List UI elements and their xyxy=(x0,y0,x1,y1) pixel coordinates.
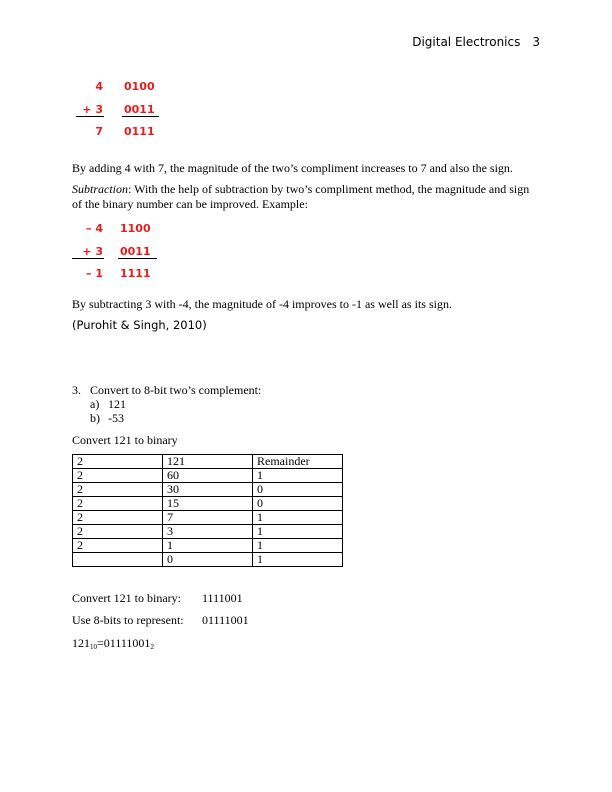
table-cell: 121 xyxy=(163,455,253,469)
binary-result-label: Convert 121 to binary: xyxy=(72,591,181,605)
subtraction-binary-rule xyxy=(118,258,157,259)
final-rhs-base: 2 xyxy=(150,643,154,651)
eightbit-value: 01111001 xyxy=(202,613,249,627)
remainder-table xyxy=(72,454,343,567)
table-row xyxy=(73,455,343,469)
final-lhs: 121 xyxy=(72,636,90,650)
subtraction-decimal-rule xyxy=(72,258,104,259)
header-title: Digital Electronics xyxy=(412,35,521,49)
addition-binary-3: 0111 xyxy=(124,125,155,138)
addition-decimal-2: + 3 xyxy=(82,103,103,116)
table-cell: 1 xyxy=(253,553,343,567)
page-number: 3 xyxy=(532,35,540,49)
item-value-a: 121 xyxy=(108,397,126,411)
question-number: 3. xyxy=(72,383,81,397)
subtraction-result-paragraph: By subtracting 3 with -4, the magnitude of -4 improves to -1 as well as its sign. xyxy=(72,297,452,311)
addition-decimal-3: 7 xyxy=(95,125,103,138)
table-cell: 1 xyxy=(253,525,343,539)
table-cell: 60 xyxy=(163,469,253,483)
final-lhs-base: 10 xyxy=(90,643,97,651)
table-cell: 2 xyxy=(73,483,163,497)
subtraction-binary-2: 0011 xyxy=(120,245,151,258)
item-value-b: -53 xyxy=(108,411,124,425)
subtraction-paragraph xyxy=(72,182,542,212)
addition-binary-1: 0100 xyxy=(124,80,155,93)
subtraction-binary-3: 1111 xyxy=(120,267,151,280)
table-cell: 15 xyxy=(163,497,253,511)
table-cell: 0 xyxy=(253,497,343,511)
question-3 xyxy=(72,383,81,398)
table-cell: 7 xyxy=(163,511,253,525)
table-cell: 1 xyxy=(163,539,253,553)
item-marker: b) xyxy=(90,411,100,425)
subtraction-text: : With the help of subtraction by two’s compliment method, the magnitude and sign of the binary number can be improved. Example: xyxy=(72,182,530,211)
table-row xyxy=(73,483,343,497)
table-cell: 1 xyxy=(253,469,343,483)
addition-binary-rule xyxy=(122,116,159,117)
addition-decimal-rule xyxy=(76,116,104,117)
table-cell: 0 xyxy=(253,483,343,497)
table-row xyxy=(73,539,343,553)
question-item-a xyxy=(90,397,99,412)
convert-heading: Convert 121 to binary xyxy=(72,433,178,447)
table-cell: Remainder xyxy=(253,455,343,469)
question-item-b xyxy=(90,411,100,426)
citation: (Purohit & Singh, 2010) xyxy=(72,318,207,332)
table-cell: 0 xyxy=(163,553,253,567)
table-cell: 3 xyxy=(163,525,253,539)
table-cell: 30 xyxy=(163,483,253,497)
final-eq: =01111001 xyxy=(97,636,151,650)
table-cell: 2 xyxy=(73,497,163,511)
subtraction-decimal-1: – 4 xyxy=(86,222,103,235)
final-equation xyxy=(72,636,154,655)
item-marker: a) xyxy=(90,397,100,411)
page-header xyxy=(412,35,540,49)
addition-paragraph: By adding 4 with 7, the magnitude of the two’s compliment increases to 7 and also the sign. xyxy=(72,161,513,175)
eightbit-label: Use 8-bits to represent: xyxy=(72,613,184,627)
table-row xyxy=(73,553,343,567)
question-text: Convert to 8-bit two’s complement: xyxy=(90,383,262,397)
addition-binary-2: 0011 xyxy=(124,103,155,116)
table-row xyxy=(73,469,343,483)
table-cell: 2 xyxy=(73,525,163,539)
subtraction-decimal-2: + 3 xyxy=(82,245,103,258)
subtraction-term: Subtraction xyxy=(72,182,128,196)
binary-result-value: 1111001 xyxy=(202,591,243,605)
subtraction-binary-1: 1100 xyxy=(120,222,151,235)
subtraction-decimal-3: – 1 xyxy=(86,267,103,280)
table-row xyxy=(73,525,343,539)
table-cell: 1 xyxy=(253,511,343,525)
table-cell: 2 xyxy=(73,511,163,525)
table-cell: 2 xyxy=(73,469,163,483)
table-cell: 2 xyxy=(73,455,163,469)
table-cell: 2 xyxy=(73,539,163,553)
table-row xyxy=(73,511,343,525)
table-cell: 1 xyxy=(253,539,343,553)
table-cell xyxy=(73,553,163,567)
table-row xyxy=(73,497,343,511)
addition-decimal-1: 4 xyxy=(95,80,103,93)
